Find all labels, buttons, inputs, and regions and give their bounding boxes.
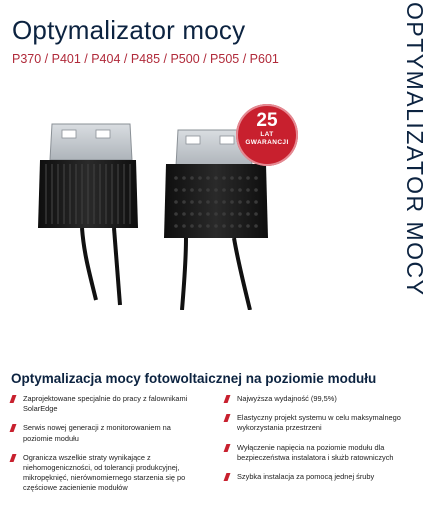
feature-item <box>225 443 421 463</box>
model-list: P370 / P401 / P404 / P485 / P500 / P505 / P601 <box>12 52 279 66</box>
warranty-line-1: LAT <box>260 131 274 138</box>
feature-item <box>11 423 201 443</box>
bullet-icon <box>224 395 231 403</box>
warranty-years: 25 <box>256 110 278 131</box>
features-heading: Optymalizacja mocy fotowoltaicznej na poziomie modułu <box>11 371 377 386</box>
feature-item <box>11 453 201 494</box>
product-photo <box>0 105 400 310</box>
bullet-icon <box>10 424 17 432</box>
feature-item <box>225 472 421 482</box>
bullet-icon <box>224 414 231 422</box>
feature-text: Wyłączenie napięcia na poziomie modułu dla bezpieczeństwa instalatora i służb ratowniczych <box>237 442 394 462</box>
features-right-list <box>225 394 421 491</box>
feature-text: Zaprojektowane specjalnie do pracy z falownikami SolarEdge <box>23 394 188 414</box>
feature-text: Ogranicza wszelkie straty wynikające z niehomogeniczności, od tolerancji produkcyjnej, mikropęknięć, nierównomiernego starzenia się po częściowe zacienienie modułów <box>23 452 186 493</box>
bullet-icon <box>10 454 17 462</box>
optimizer-left <box>38 124 138 305</box>
features-left-list <box>11 394 201 503</box>
feature-item <box>225 413 421 433</box>
vertical-title: OPTYMALIZATOR MOCY <box>402 2 428 297</box>
bullet-icon <box>10 395 17 403</box>
feature-text: Serwis nowej generacji z monitorowaniem na poziomie modułu <box>23 423 171 443</box>
bullet-icon <box>224 444 231 452</box>
bullet-icon <box>224 473 231 481</box>
page-title: Optymalizator mocy <box>12 15 246 46</box>
warranty-badge <box>236 104 298 166</box>
feature-text: Elastyczny projekt systemu w celu maksymalnego wykorzystania przestrzeni <box>237 413 401 433</box>
feature-text: Najwyższa wydajność (99,5%) <box>237 394 337 403</box>
feature-text: Szybka instalacja za pomocą jednej śruby <box>237 472 375 482</box>
warranty-line-2: GWARANCJI <box>245 139 289 146</box>
feature-item <box>11 394 201 414</box>
feature-item <box>225 394 421 404</box>
